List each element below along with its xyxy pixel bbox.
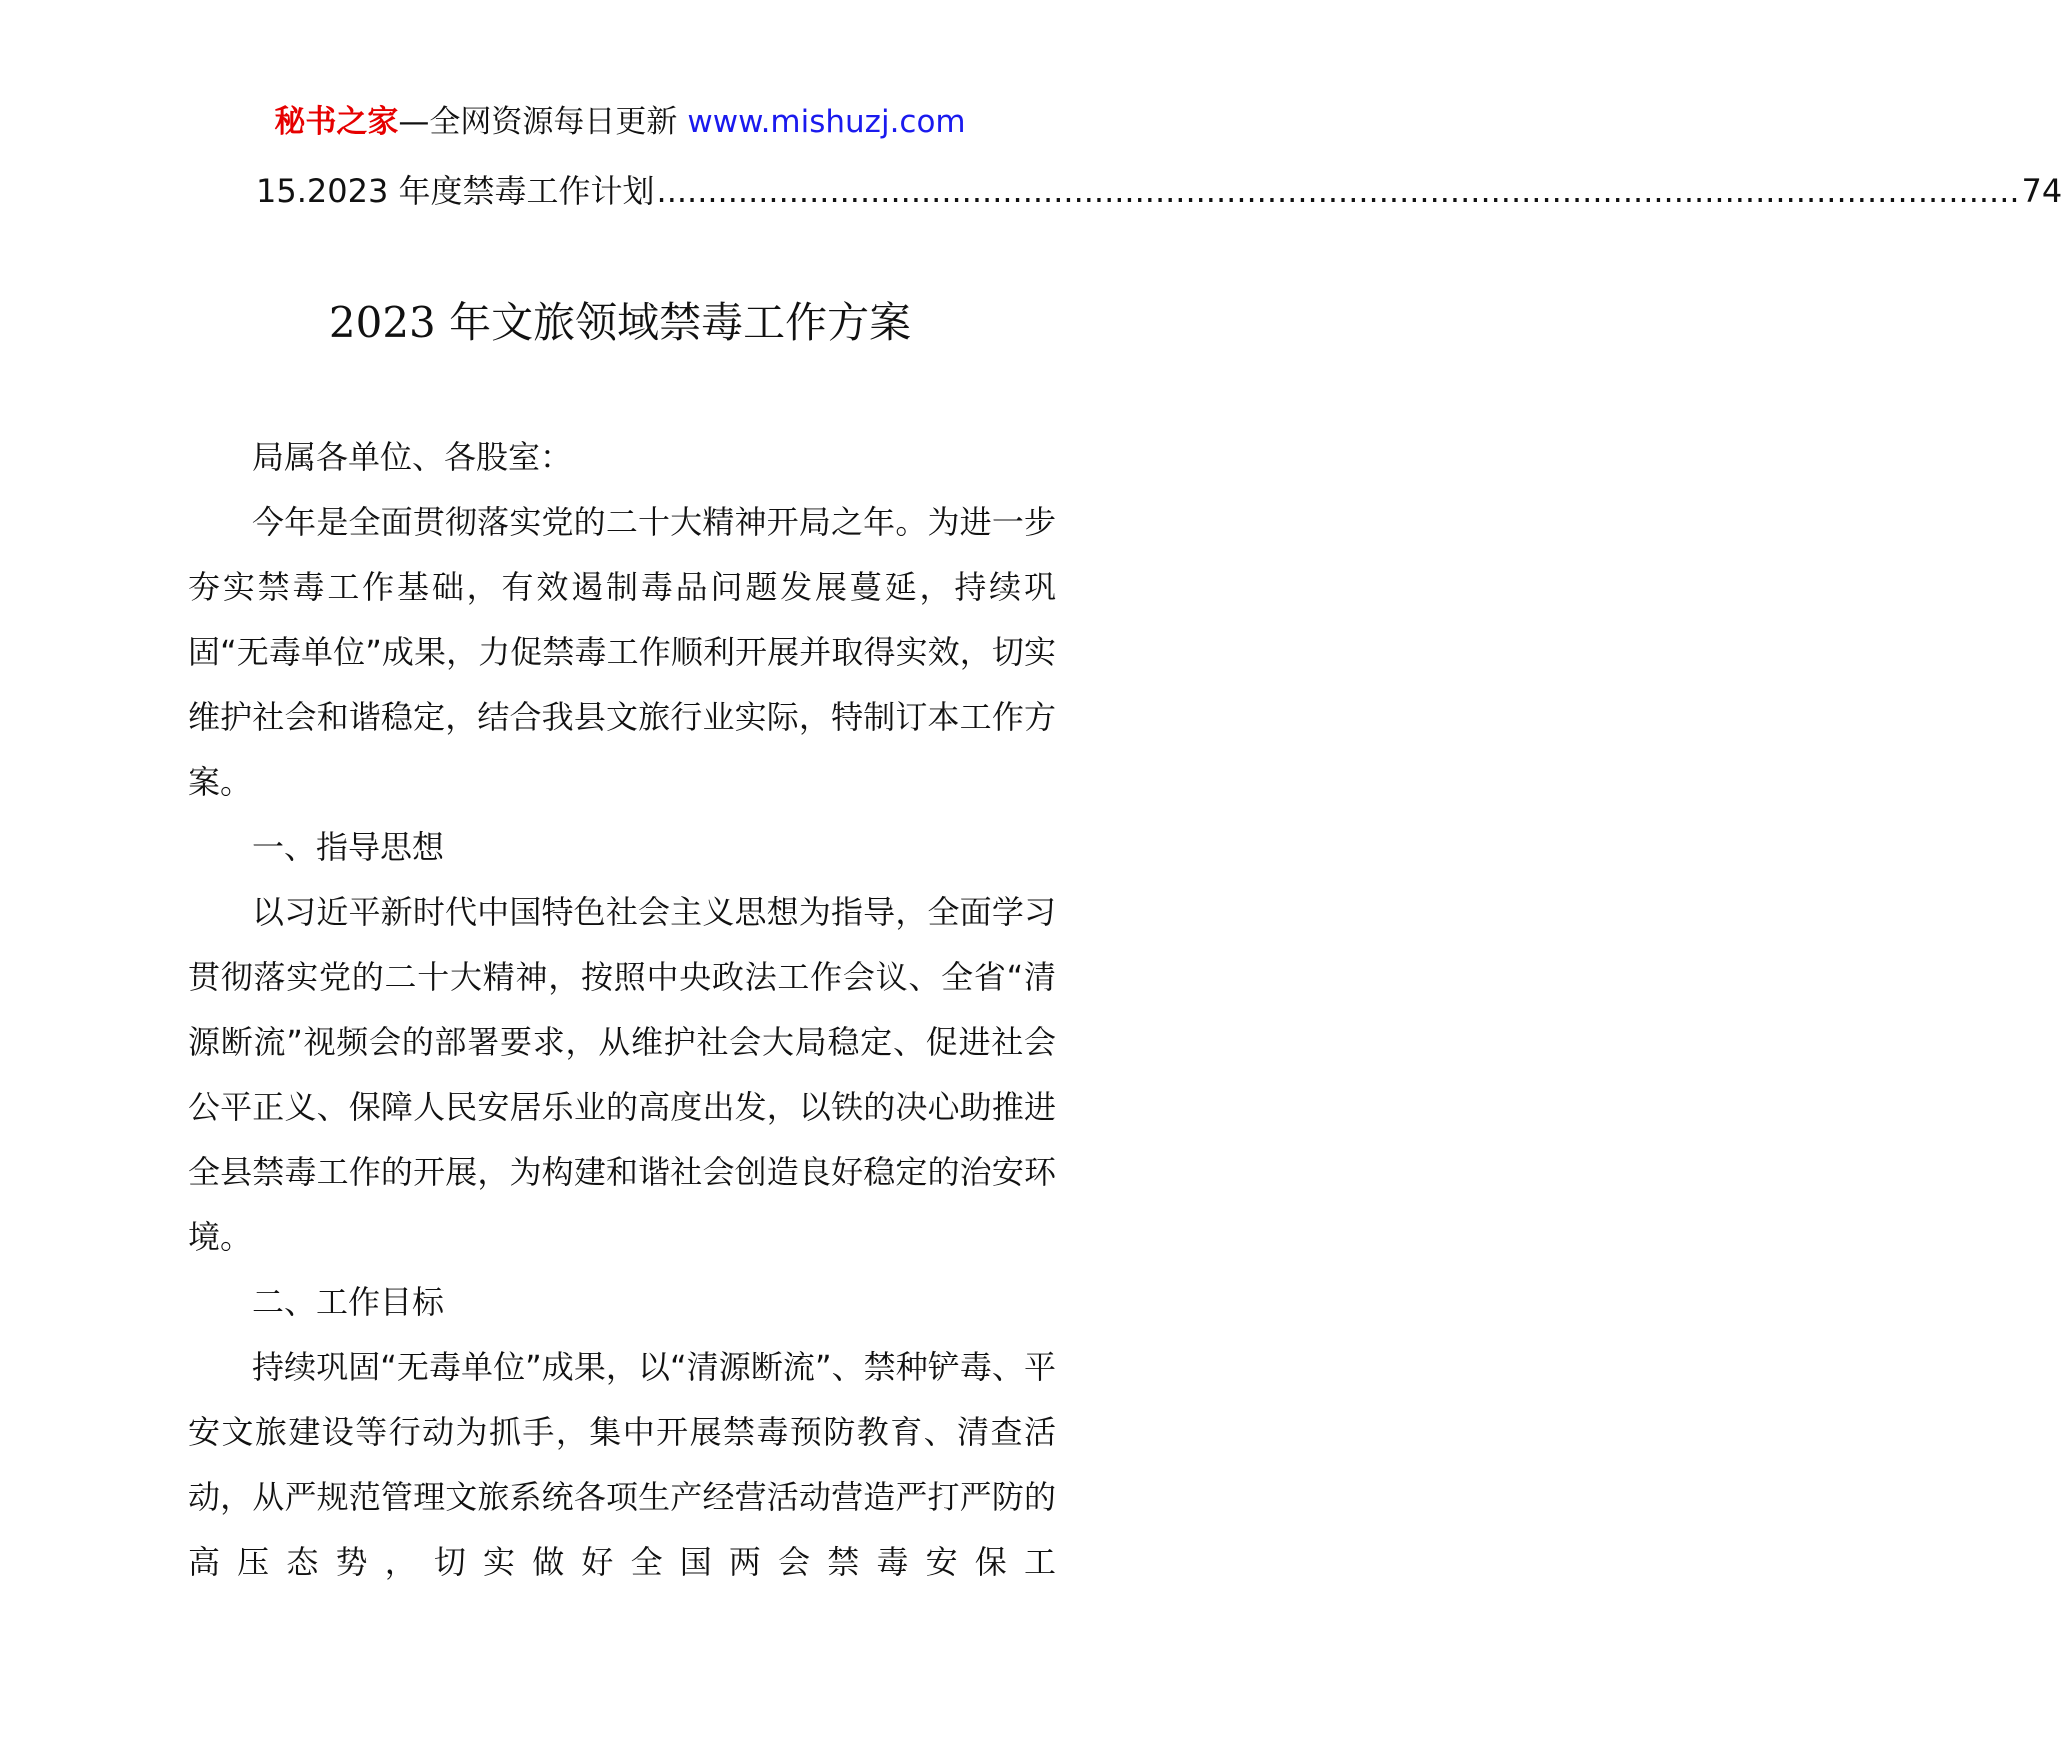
site-url-link[interactable]: www.mishuzj.com — [687, 104, 966, 140]
section-heading-guiding-thought: 一、指导思想 — [252, 828, 445, 866]
work-goals-paragraph: 持续巩固“无毒单位”成果，以“清源断流”、禁种铲毒、平安文旅建设等行动为抓手，集中开展禁毒预防教育、清查活动，从严规范管理文旅系统各项生产经营活动营造严打严防的高压态势，切实做好全国两会禁毒安保工 — [188, 1348, 1056, 1581]
site-header — [0, 100, 1240, 144]
guiding-thought-paragraph: 以习近平新时代中国特色社会主义思想为指导，全面学习贯彻落实党的二十大精神，按照中央政法工作会议、全省“清源断流”视频会的部署要求，从维护社会大局稳定、促进社会公平正义、保障人民安居乐业的高度出发，以铁的决心助推进全县禁毒工作的开展，为构建和谐社会创造良好稳定的治安环境。 — [188, 893, 1056, 1256]
intro-paragraph: 今年是全面贯彻落实党的二十大精神开局之年。为进一步夯实禁毒工作基础，有效遏制毒品问题发展蔓延，持续巩固“无毒单位”成果，力促禁毒工作顺利开展并取得实效，切实维护社会和谐稳定，结合我县文旅行业实际，特制订本工作方案。 — [188, 503, 1056, 801]
document-title: 2023 年文旅领域禁毒工作方案 — [328, 298, 912, 347]
brand-name: 秘书之家 — [274, 104, 399, 140]
document-body — [188, 425, 1056, 1595]
toc-entry-title: 15.2023 年度禁毒工作计划 — [256, 172, 655, 210]
toc-page-number: 74 — [2021, 172, 2062, 210]
header-tagline: —全网资源每日更新 — [398, 104, 678, 140]
salutation: 局属各单位、各股室： — [252, 438, 573, 476]
toc-leader-dots: ...................................................................................................................................... — [656, 172, 2020, 210]
section-heading-work-goals: 二、工作目标 — [252, 1283, 445, 1321]
toc-entry[interactable] — [256, 168, 2062, 214]
